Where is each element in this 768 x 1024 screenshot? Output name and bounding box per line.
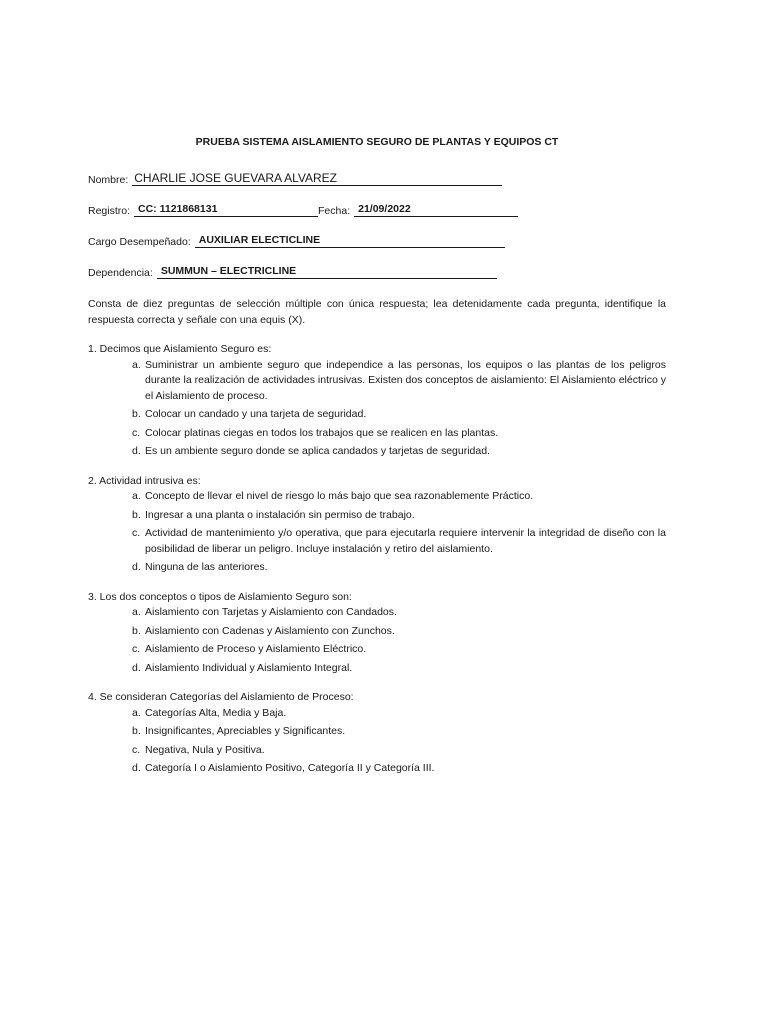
option-letter: c. xyxy=(132,426,141,439)
option-b[interactable] xyxy=(132,508,666,524)
question-text: 3. Los dos conceptos o tipos de Aislamiento Seguro son: xyxy=(88,590,352,603)
option-a[interactable] xyxy=(132,605,666,621)
cargo-row xyxy=(88,230,666,248)
option-letter: a. xyxy=(132,706,141,719)
option-a[interactable] xyxy=(132,489,666,505)
option-b[interactable] xyxy=(132,724,666,740)
option-a[interactable] xyxy=(132,706,666,722)
registro-label: Registro: xyxy=(88,205,131,217)
option-text: Ninguna de las anteriores. xyxy=(145,561,268,573)
option-d[interactable] xyxy=(132,661,666,677)
option-a[interactable] xyxy=(132,358,666,405)
option-text: Categoría I o Aislamiento Positivo, Categoría II y Categoría III. xyxy=(145,762,435,774)
question-text: 2. Actividad intrusiva es: xyxy=(88,474,201,487)
nombre-value: CHARLIE JOSE GUEVARA ALVAREZ xyxy=(132,172,502,186)
question-text: 4. Se consideran Categorías del Aislamiento de Proceso: xyxy=(88,691,354,703)
options-list xyxy=(88,489,666,576)
document-title: PRUEBA SISTEMA AISLAMIENTO SEGURO DE PLANTAS Y EQUIPOS CT xyxy=(195,136,559,148)
option-d[interactable] xyxy=(132,444,666,460)
question-text: 1. Decimos que Aislamiento Seguro es: xyxy=(88,343,272,355)
cargo-label: Cargo Desempeñado: xyxy=(88,236,191,248)
option-letter: c. xyxy=(132,743,141,756)
fecha-label: Fecha: xyxy=(318,205,351,217)
options-list xyxy=(88,706,666,777)
option-text: Negativa, Nula y Positiva. xyxy=(145,743,265,756)
option-letter: c. xyxy=(132,527,141,539)
option-letter: b. xyxy=(132,624,141,637)
option-text: Ingresar a una planta o instalación sin permiso de trabajo. xyxy=(145,508,415,521)
option-letter: b. xyxy=(132,508,141,521)
question-4 xyxy=(88,690,666,777)
option-text: Aislamiento Individual y Aislamiento Integral. xyxy=(145,661,353,674)
nombre-label: Nombre: xyxy=(88,174,129,186)
option-text: Categorías Alta, Media y Baja. xyxy=(145,706,287,719)
cargo-value: AUXILIAR ELECTICLINE xyxy=(195,234,505,248)
nombre-row xyxy=(88,168,666,186)
question-3 xyxy=(88,590,666,677)
dependencia-value: SUMMUN – ELECTRICLINE xyxy=(157,265,497,279)
option-d[interactable] xyxy=(132,560,666,576)
option-text: Concepto de llevar el nivel de riesgo lo más bajo que sea razonablemente Práctico. xyxy=(145,490,534,502)
option-letter: d. xyxy=(132,762,141,774)
option-letter: a. xyxy=(132,358,141,371)
question-1 xyxy=(88,342,666,460)
option-c[interactable] xyxy=(132,642,666,658)
option-text: Aislamiento con Cadenas y Aislamiento con Zunchos. xyxy=(145,624,395,637)
option-text: Actividad de mantenimiento y/o operativa, que para ejecutarla requiere intervenir la integridad de diseño con la posibilidad de liberar un peligro. Incluye instalación y retiro del aislamiento. xyxy=(145,527,666,555)
option-letter: b. xyxy=(132,725,141,737)
question-2 xyxy=(88,474,666,576)
option-c[interactable] xyxy=(132,743,666,759)
option-text: Insignificantes, Apreciables y Significantes. xyxy=(145,725,346,737)
option-c[interactable] xyxy=(132,426,666,442)
exam-page xyxy=(88,130,666,780)
option-text: Aislamiento de Proceso y Aislamiento Eléctrico. xyxy=(145,643,367,655)
option-text: Colocar un candado y una tarjeta de seguridad. xyxy=(145,408,367,420)
option-b[interactable] xyxy=(132,407,666,423)
option-letter: d. xyxy=(132,445,141,457)
options-list xyxy=(88,605,666,676)
dependencia-row xyxy=(88,261,666,279)
option-letter: d. xyxy=(132,661,141,674)
option-text: Colocar platinas ciegas en todos los trabajos que se realicen en las plantas. xyxy=(145,426,499,439)
option-letter: b. xyxy=(132,408,141,420)
option-c[interactable] xyxy=(132,526,666,557)
registro-value: CC: 1121868131 xyxy=(134,203,318,217)
option-letter: c. xyxy=(132,643,141,655)
dependencia-label: Dependencia: xyxy=(88,267,153,279)
option-text: Suministrar un ambiente seguro que independice a las personas, los equipos o las plantas de los peligros durante la realización de actividades intrusivas. Existen dos conceptos de aislamiento: El Aislamiento eléctrico y el Aislamiento de proceso. xyxy=(145,358,666,402)
instructions-paragraph: Consta de diez preguntas de selección múltiple con única respuesta; lea detenidamente cada pregunta, identifique la respuesta correcta y señale con una equis (X). xyxy=(88,298,666,326)
option-b[interactable] xyxy=(132,624,666,640)
option-text: Aislamiento con Tarjetas y Aislamiento con Candados. xyxy=(145,606,397,618)
option-text: Es un ambiente seguro donde se aplica candados y tarjetas de seguridad. xyxy=(145,445,490,457)
option-letter: d. xyxy=(132,561,141,573)
registro-row xyxy=(88,199,666,217)
option-d[interactable] xyxy=(132,761,666,777)
option-letter: a. xyxy=(132,490,141,502)
fecha-value: 21/09/2022 xyxy=(354,203,518,217)
option-letter: a. xyxy=(132,606,141,618)
options-list xyxy=(88,358,666,460)
